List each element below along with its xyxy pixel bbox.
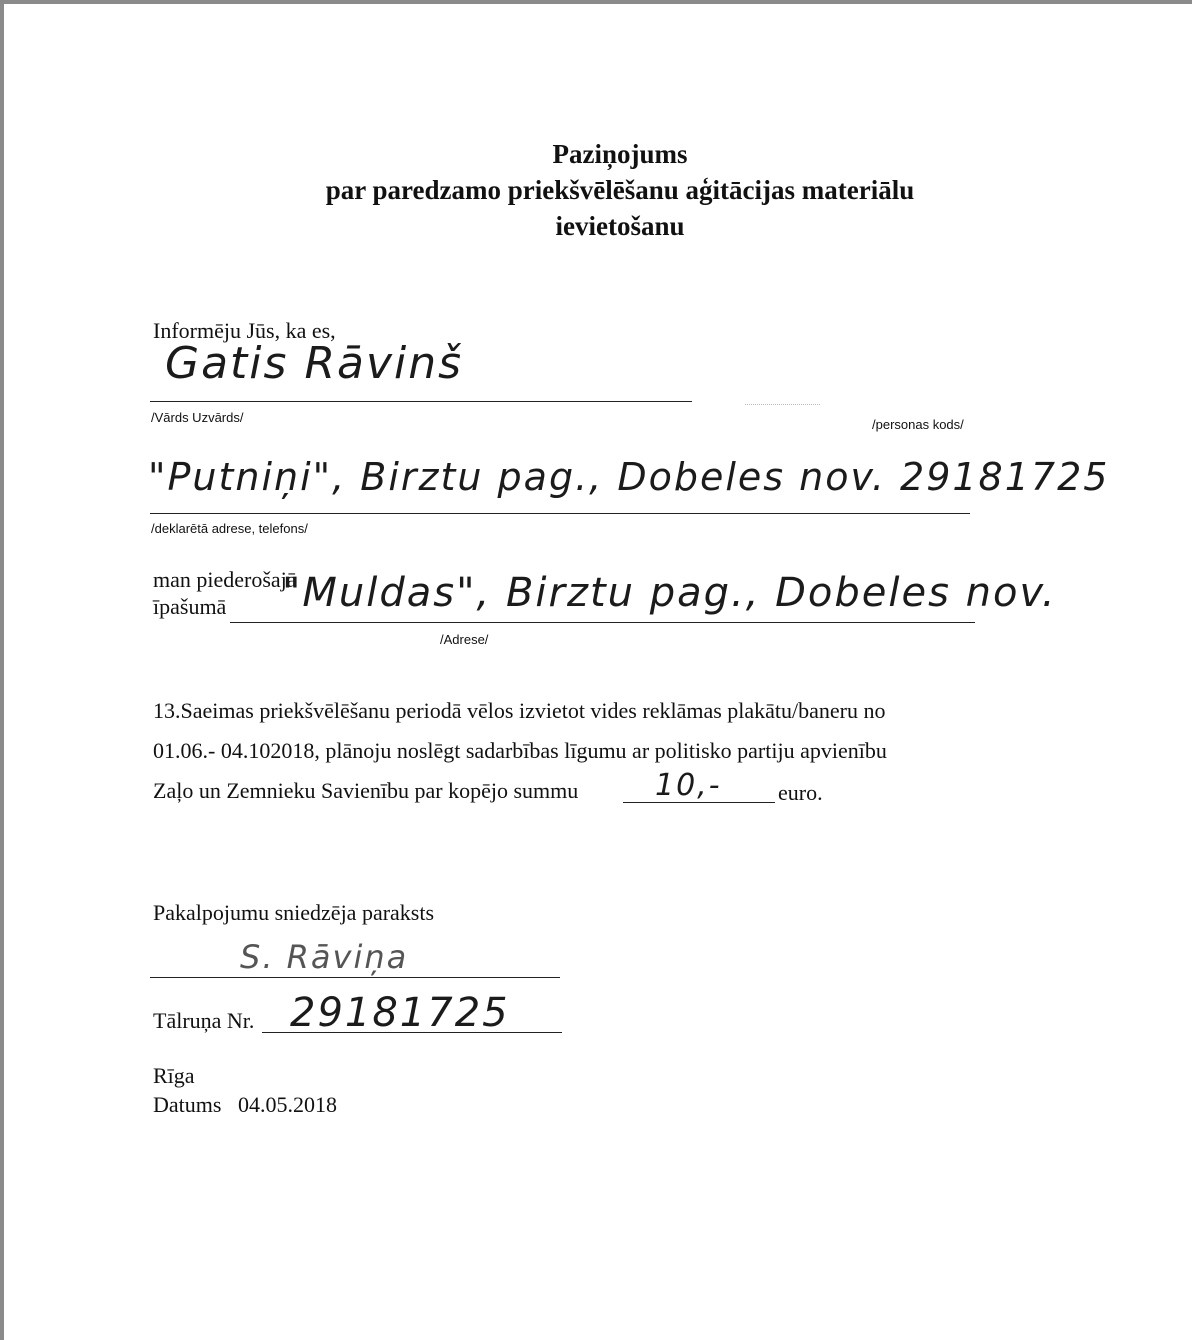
document-title-line-1: Paziņojums	[552, 139, 688, 169]
amount-underline	[623, 802, 775, 803]
signature-label: Pakalpojumu sniedzēja paraksts	[153, 900, 435, 925]
address-underline	[150, 513, 970, 514]
property-address-label: /Adrese/	[440, 632, 489, 647]
phone-handwritten: 29181725	[290, 990, 510, 1036]
body-line-2: 01.06.- 04.102018, plānoju noslēgt sadarbības līgumu ar politisko partiju apvienību	[153, 738, 887, 763]
body-line-3: Zaļo un Zemnieku Savienību par kopējo summu	[153, 778, 579, 803]
address-label: /deklarētā adrese, telefons/	[151, 521, 308, 536]
euro-label: euro.	[778, 780, 823, 805]
address-handwritten: "Putniņi", Birztu pag., Dobeles nov. 29181725	[148, 455, 1110, 499]
property-label-line-1: man piederošajā	[153, 567, 297, 592]
personal-code-redacted-line	[745, 404, 820, 405]
phone-underline	[262, 1032, 562, 1033]
city-text: Rīga	[153, 1063, 195, 1088]
body-line-1: 13.Saeimas priekšvēlēšanu periodā vēlos izvietot vides reklāmas plakātu/baneru no	[153, 698, 886, 723]
signature-underline	[150, 977, 560, 978]
property-label-line-2: īpašumā	[153, 594, 227, 619]
date-label: Datums	[153, 1092, 222, 1117]
signature-handwritten: S. Rāviņa	[240, 938, 409, 976]
phone-label: Tālruņa Nr.	[153, 1008, 255, 1033]
name-underline	[150, 401, 692, 402]
intro-text: Informēju Jūs, ka es,	[153, 318, 336, 343]
amount-handwritten: 10,-	[655, 768, 722, 803]
name-handwritten: Gatis Rāvinš	[165, 338, 464, 389]
date-value: 04.05.2018	[238, 1092, 337, 1117]
name-label: /Vārds Uzvārds/	[151, 410, 244, 425]
document-title-line-2: par paredzamo priekšvēlēšanu aģitācijas materiālu	[325, 175, 915, 205]
document-title-line-3: ievietošanu	[555, 211, 685, 241]
property-underline	[230, 622, 975, 623]
personal-code-label: /personas kods/	[872, 417, 964, 432]
property-handwritten: "Muldas", Birztu pag., Dobeles nov.	[282, 570, 1057, 616]
